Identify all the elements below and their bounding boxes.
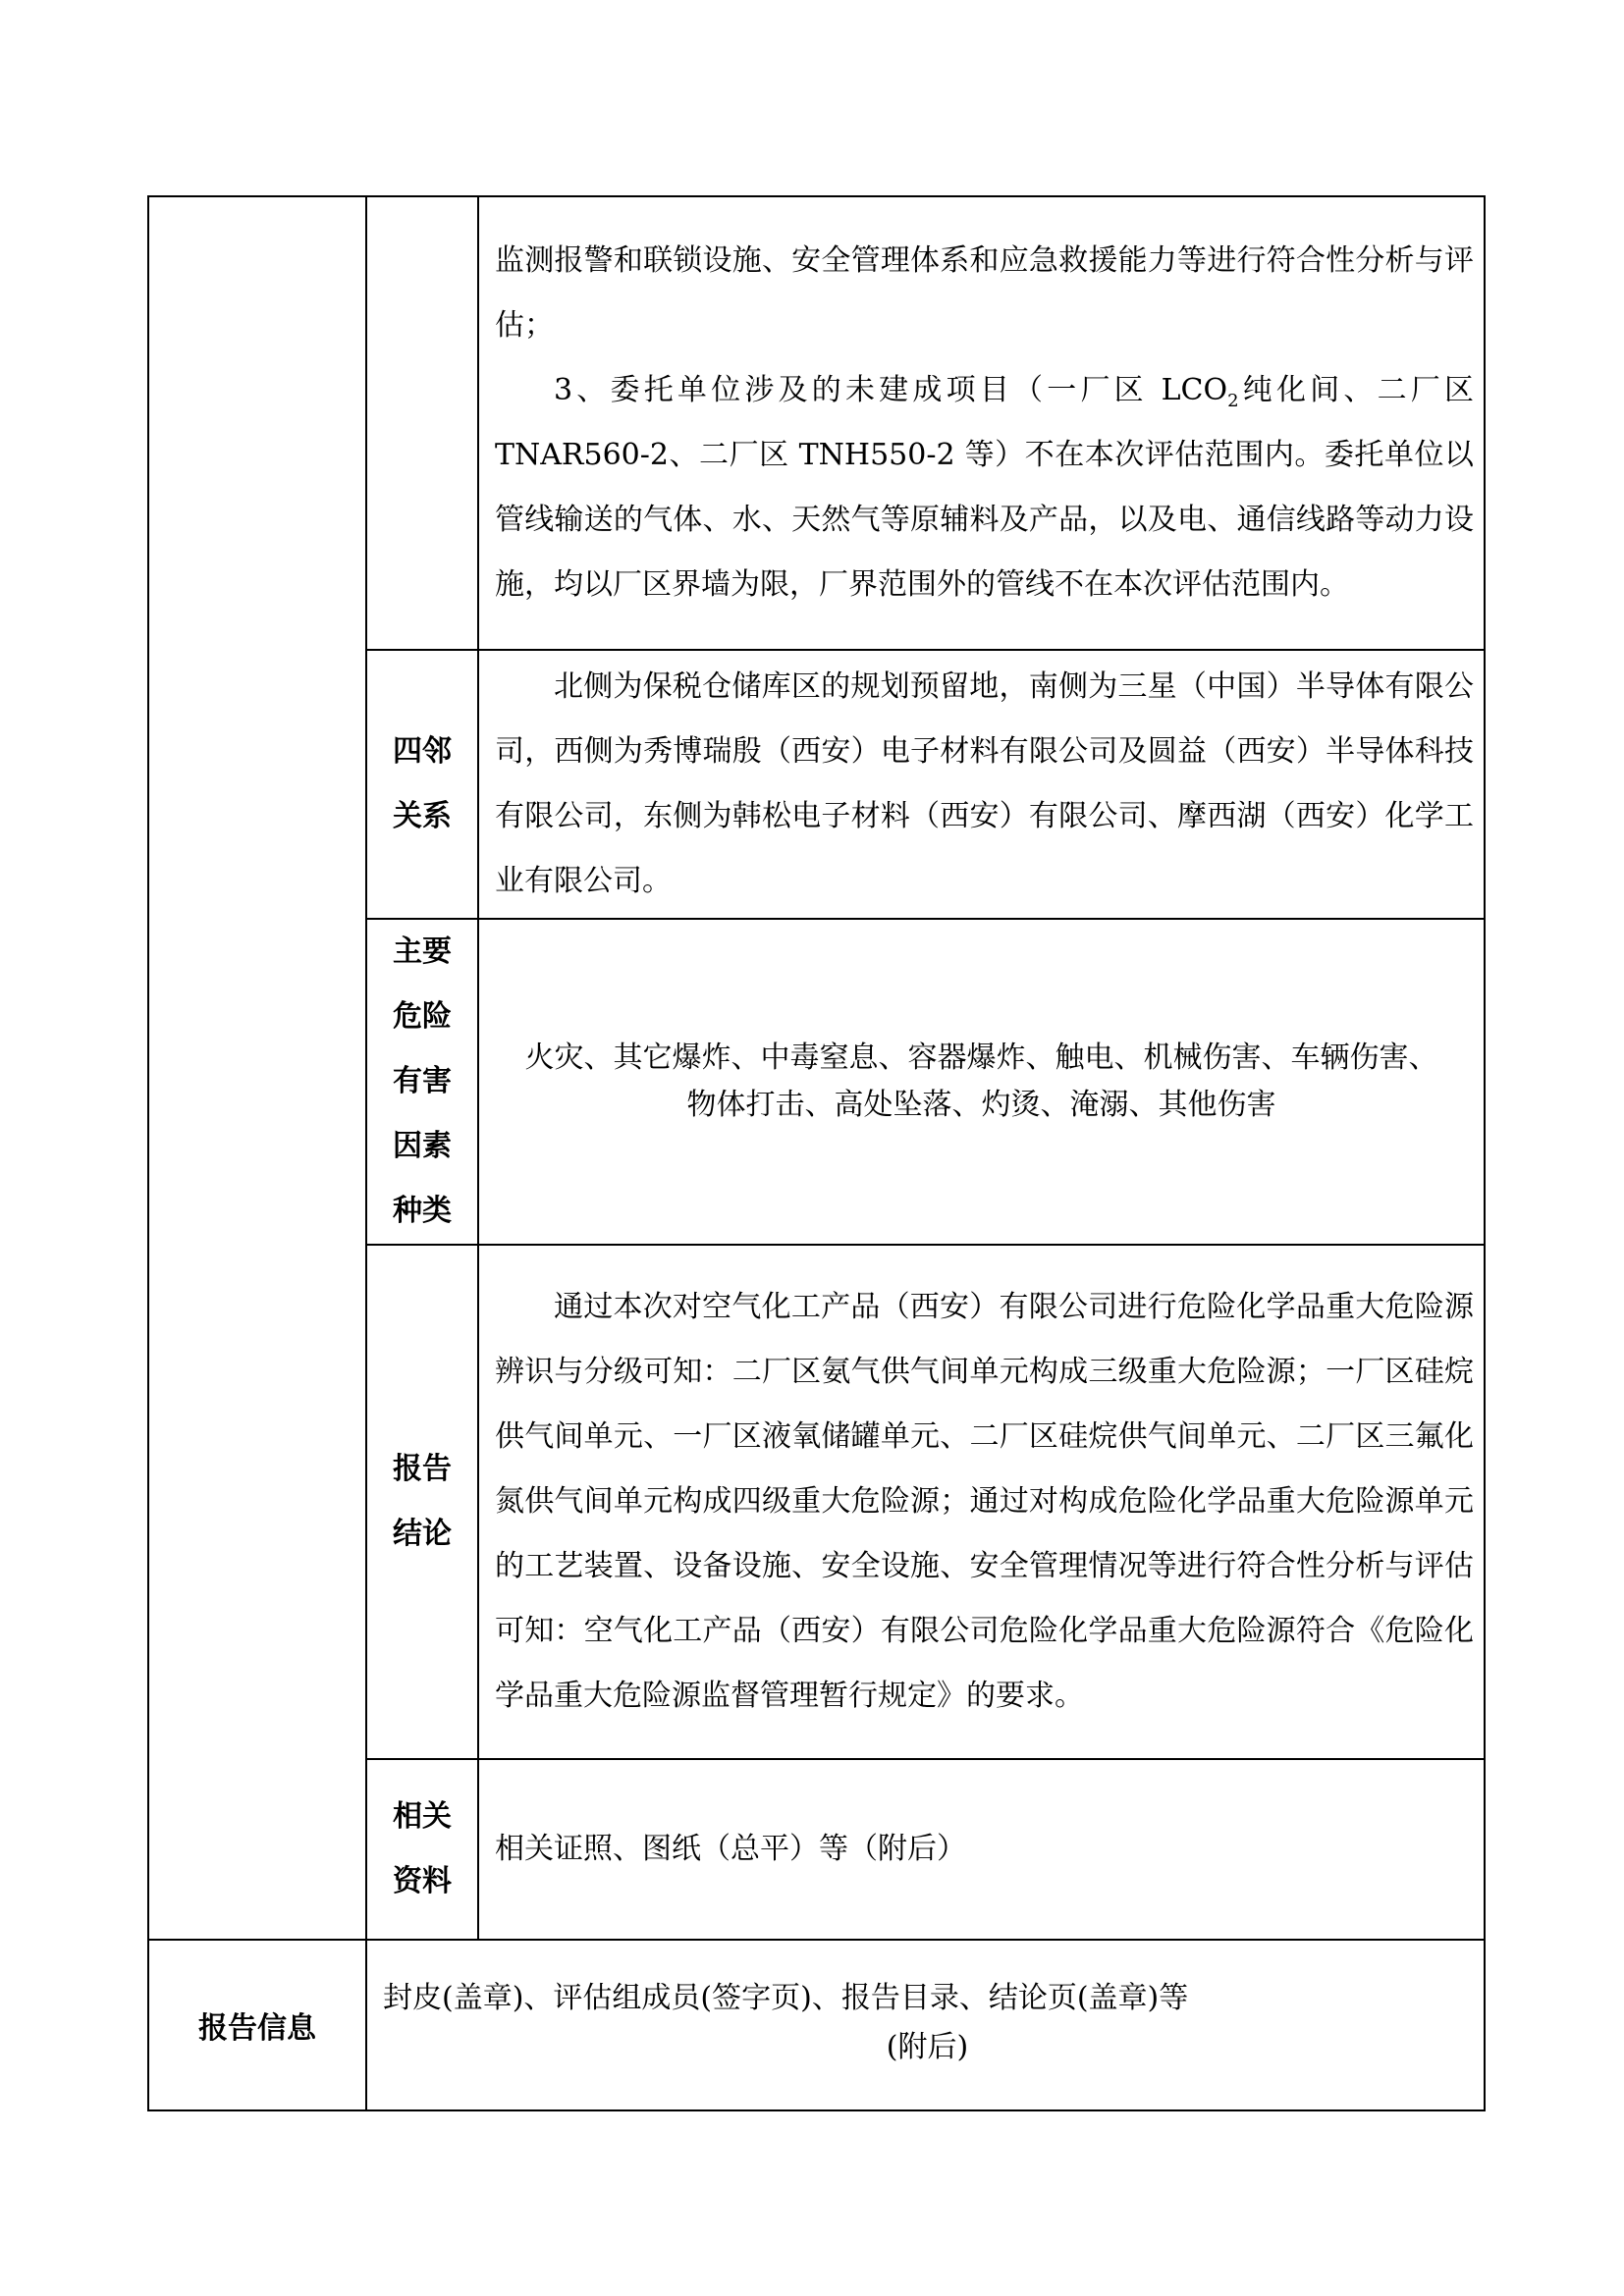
report-table [147,195,1486,2111]
hazards-label-line-1: 主要 [393,934,452,969]
conclusion-label-line-1: 报告 [393,1452,452,1486]
conclusion-label-line-2: 结论 [393,1517,452,1551]
materials-label-line-1: 相关 [393,1799,452,1834]
materials-content [479,1813,1484,1886]
scope-paragraph-2-end: 纯化间、二厂区 TNAR560-2、二厂区 TNH550-2 等）不在本次评估范围内。委托单位以管线输送的气体、水、天然气等原辅料及产品，以及电、通信线路等动力设施，均以厂区界墙为限，厂界范围外的管线不在本次评估范围内。 [495,373,1474,602]
scope-content [479,225,1484,621]
neighbors-content [479,651,1484,918]
materials-text: 相关证照、图纸（总平）等（附后） [495,1832,966,1866]
neighbors-label-line-1: 四邻 [393,734,452,769]
neighbors-label-line-2: 关系 [393,799,452,833]
hazards-label-line-4: 因素 [393,1129,452,1163]
materials-label [366,1759,478,1940]
hazards-line-1: 火灾、其它爆炸、中毒窒息、容器爆炸、触电、机械伤害、车辆伤害、 [524,1041,1438,1075]
hazards-label-line-2: 危险 [393,999,452,1034]
scope-label-cell [366,196,478,650]
neighbors-text: 北侧为保税仓储库区的规划预留地，南侧为三星（中国）半导体有限公司，西侧为秀博瑞殷（西安）电子材料有限公司及圆益（西安）半导体科技有限公司，东侧为韩松电子材料（西安）有限公司、摩西湖（西安）化学工业有限公司。 [495,669,1474,898]
hazards-label-line-3: 有害 [393,1064,452,1098]
conclusion-content [479,1271,1484,1733]
hazards-line-2: 物体打击、高处坠落、灼烫、淹溺、其他伤害 [686,1088,1276,1122]
conclusion-content-cell [478,1245,1485,1759]
report-info-line-1: 封皮(盖章)、评估组成员(签字页)、报告目录、结论页(盖章)等 [383,1981,1189,2015]
scope-paragraph-2-start: 3、委托单位涉及的未建成项目（一厂区 LCO [554,373,1228,407]
materials-content-cell [478,1759,1485,1940]
section-label-cell [148,196,366,1940]
report-info-line-2: (附后) [886,2030,969,2064]
hazards-content [479,1035,1484,1129]
report-info-label: 报告信息 [148,1940,366,2110]
conclusion-label [366,1245,478,1759]
report-info-row [148,1940,1485,2110]
scope-row [148,196,1485,650]
materials-label-line-2: 资料 [393,1864,452,1898]
hazards-content-cell [478,919,1485,1245]
hazards-label-line-5: 种类 [393,1194,452,1228]
scope-paragraph-2 [495,358,1474,617]
report-info-content-cell [366,1940,1485,2110]
neighbors-label [366,650,478,919]
scope-content-cell [478,196,1485,650]
report-info-content [367,1976,1484,2074]
scope-paragraph-1: 监测报警和联锁设施、安全管理体系和应急救援能力等进行符合性分析与评估； [495,243,1474,343]
neighbors-content-cell [478,650,1485,919]
conclusion-text: 通过本次对空气化工产品（西安）有限公司进行危险化学品重大危险源辨识与分级可知：二厂区氨气供气间单元构成三级重大危险源；一厂区硅烷供气间单元、一厂区液氧储罐单元、二厂区硅烷供气间单元、二厂区三氟化氮供气间单元构成四级重大危险源；通过对构成危险化学品重大危险源单元的工艺装置、设备设施、安全设施、安全管理情况等进行符合性分析与评估可知：空气化工产品（西安）有限公司危险化学品重大危险源符合《危险化学品重大危险源监督管理暂行规定》的要求。 [495,1290,1474,1713]
hazards-label [366,919,478,1245]
scope-subscript: 2 [1227,391,1239,411]
